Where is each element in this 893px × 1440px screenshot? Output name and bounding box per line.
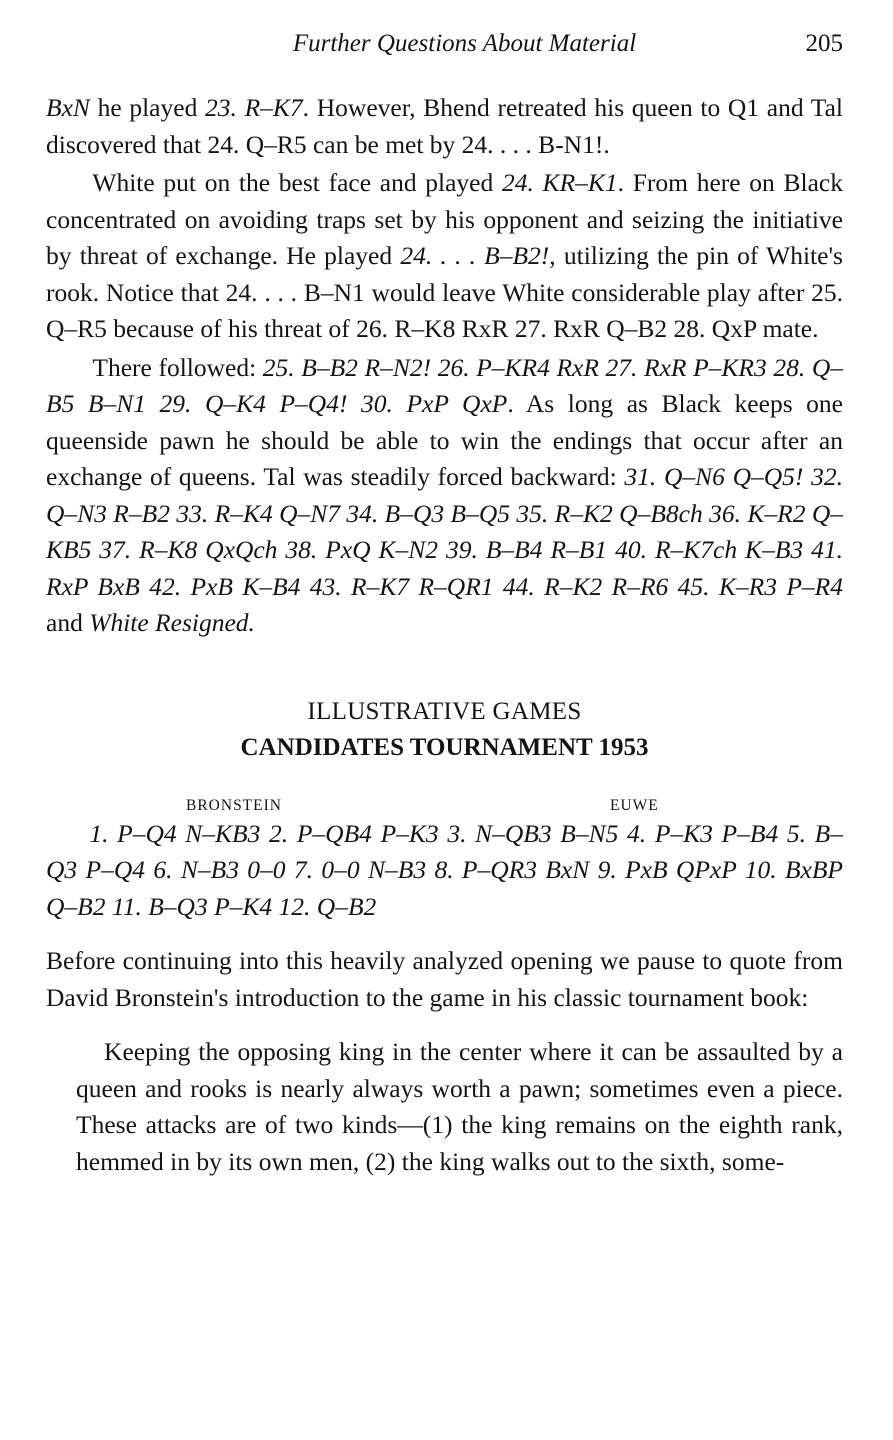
white-player: BRONSTEIN [186, 796, 282, 814]
result: White Resigned. [89, 608, 255, 637]
book-page [46, 26, 843, 1180]
move-notation: 25. B–B2 R–N2! 26. P–KR4 RxR 27. RxR P–KR3 28. Q–B5 B–N1 29. Q–K4 P–Q4! 30. PxP QxP [46, 352, 843, 418]
move-notation: 31. Q–N6 Q–Q5! 32. Q–N3 R–B2 33. R–K4 Q–N7 34. B–Q3 B–Q5 35. R–K2 Q–B8ch 36. K–R2 Q–KB5 37. R–K8 QxQch 38. PxQ K–N2 39. B–B4 R–B1 40. R–K7ch K–B3 41. RxP BxB 42. PxB K–B4 43. R–K7 R–QR1 44. R–K2 R–R6 45. K–R3 P–R4 [46, 462, 843, 601]
move-notation: 24. . . . B–B2! [400, 241, 550, 270]
page-number: 205 [805, 30, 843, 57]
body-text [46, 90, 843, 1180]
section-heading [46, 694, 843, 766]
prose: . As long as Black keeps one queenside pawn he should be able to win the endings that occur after an exchange of queens. Tal was steadily forced backward: [46, 389, 843, 491]
prose: , utilizing the pin of White's rook. Notice that 24. . . . B–N1 would leave White considerable play after 25. Q–R5 because of his threat of 26. R–K8 RxR 27. RxR Q–B2 28. QxP mate. [46, 241, 843, 343]
section-subtitle: CANDIDATES TOURNAMENT 1953 [240, 733, 649, 761]
running-head [46, 26, 843, 66]
move-notation: BxN [46, 93, 90, 122]
block-quote: Keeping the opposing king in the center where it can be assaulted by a queen and rooks is nearly always worth a pawn; sometimes even a piece. These attacks are of two kinds—(1) the king remains on the eighth rank, hemmed in by its own men, (2) the king walks out to the sixth, some- [76, 1037, 843, 1176]
move-notation: 24. KR–K1 [501, 168, 618, 197]
prose: There followed: [92, 352, 263, 382]
players-line [46, 778, 843, 814]
prose: White put on the best face and played [92, 168, 502, 197]
game-moves: 1. P–Q4 N–KB3 2. P–QB4 P–K3 3. N–QB3 B–N5 4. P–K3 P–B4 5. B–Q3 P–Q4 6. N–B3 0–0 7. 0–0 N–B3 8. P–QR3 BxN 9. PxB QPxP 10. BxBP Q–B2 11. B–Q3 P–K4 12. Q–B2 [46, 818, 843, 921]
section-title: ILLUSTRATIVE GAMES [307, 697, 582, 725]
paragraph-best-face [46, 165, 843, 348]
prose: and [46, 608, 90, 637]
commentary-paragraph: Before continuing into this heavily analyzed opening we pause to quote from David Bronstein's introduction to the game in his classic tournament book: [46, 946, 843, 1012]
black-player: EUWE [610, 796, 659, 814]
prose: he played [89, 93, 206, 122]
prose: . From here on Black concentrated on avoiding traps set by his opponent and seizing the initiative by threat of exchange. He played [46, 168, 843, 270]
paragraph-continuation [46, 90, 843, 163]
running-title: Further Questions About Material [292, 30, 637, 57]
paragraph-there-followed [46, 350, 843, 642]
move-notation: 23. R–K7 [205, 93, 303, 122]
prose: . However, Bhend retreated his queen to Q1 and Tal discovered that 24. Q–R5 can be met by 24. . . . B-N1!. [46, 93, 843, 159]
